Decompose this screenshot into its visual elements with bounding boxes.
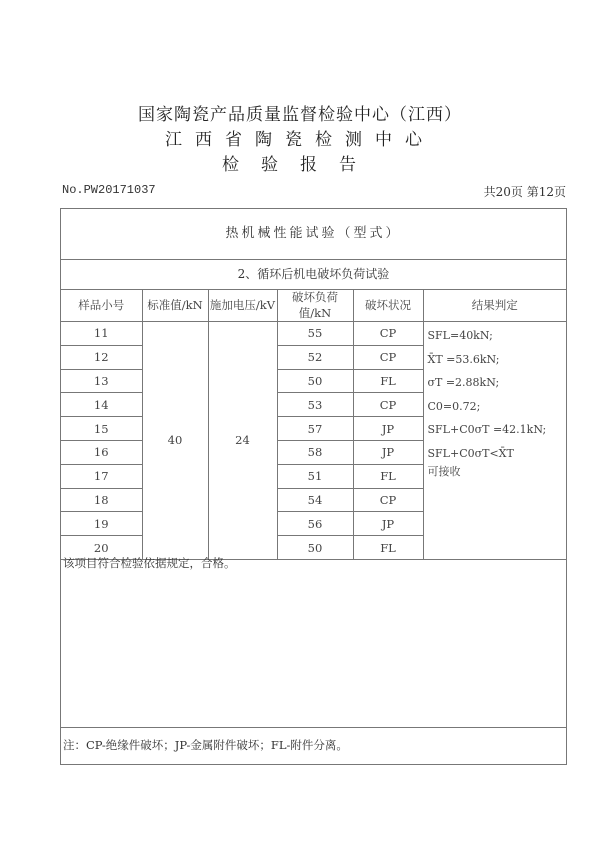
column-header: 样品小号 <box>61 289 142 322</box>
sample-id: 11 <box>61 322 142 346</box>
failure-load: 54 <box>277 488 353 512</box>
result-line: SFL=40kN; <box>427 329 493 342</box>
conclusion-text: 该项目符合检验依据规定，合格。 <box>63 556 236 570</box>
table-row <box>61 322 566 346</box>
failure-status: JP <box>353 417 423 441</box>
failure-load: 57 <box>277 417 353 441</box>
failure-status: CP <box>353 322 423 346</box>
standard-value: 40 <box>142 322 208 560</box>
failure-load: 51 <box>277 464 353 488</box>
sample-id: 16 <box>61 440 142 464</box>
divider <box>61 727 566 728</box>
failure-status: FL <box>353 464 423 488</box>
failure-load: 50 <box>277 536 353 560</box>
failure-load: 53 <box>277 393 353 417</box>
report-table-frame <box>60 208 567 765</box>
result-line: C0=0.72; <box>427 399 481 413</box>
result-line: 可接收 <box>427 465 461 478</box>
result-line: SFL+C0σT =42.1kN; <box>427 423 547 436</box>
results-table <box>61 289 566 560</box>
failure-load: 58 <box>277 440 353 464</box>
failure-load: 56 <box>277 512 353 536</box>
result-judgement <box>423 322 566 560</box>
sample-id: 17 <box>61 464 142 488</box>
sample-id: 19 <box>61 512 142 536</box>
failure-status: CP <box>353 393 423 417</box>
sample-id: 12 <box>61 345 142 369</box>
failure-status: JP <box>353 440 423 464</box>
failure-status: CP <box>353 345 423 369</box>
report-number: No.PW20171037 <box>62 183 156 197</box>
failure-status: FL <box>353 536 423 560</box>
result-line: σT =2.88kN; <box>427 376 500 389</box>
column-header: 施加电压/kV <box>208 289 277 322</box>
page-info: 共20页 第12页 <box>483 185 566 199</box>
failure-load: 55 <box>277 322 353 346</box>
column-header: 破坏状况 <box>353 289 423 322</box>
result-line: SFL+C0σT<X̄T <box>427 446 514 460</box>
sample-id: 15 <box>61 417 142 441</box>
failure-status: CP <box>353 488 423 512</box>
legend-note: 注：CP-绝缘件破坏；JP-金属附件破坏；FL-附件分离。 <box>63 738 348 752</box>
sample-id: 20 <box>61 536 142 560</box>
failure-status: FL <box>353 369 423 393</box>
header-line-1: 国家陶瓷产品质量监督检验中心（江西） <box>138 105 462 125</box>
column-header: 结果判定 <box>423 289 566 322</box>
column-header: 标准值/kN <box>142 289 208 322</box>
applied-voltage: 24 <box>208 322 277 560</box>
result-line: X̄T =53.6kN; <box>427 352 500 366</box>
column-header: 破坏负荷值/kN <box>277 289 353 322</box>
sample-id: 18 <box>61 488 142 512</box>
sample-id: 14 <box>61 393 142 417</box>
failure-load: 50 <box>277 369 353 393</box>
failure-load: 52 <box>277 345 353 369</box>
section-title: 热机械性能试验（型式） <box>225 226 402 241</box>
table-header-row <box>61 289 566 322</box>
header-line-2: 江西省陶瓷检测中心 <box>165 130 435 150</box>
subsection-title: 2、循环后机电破坏负荷试验 <box>237 267 390 281</box>
header-line-3: 检验报告 <box>222 155 378 175</box>
sample-id: 13 <box>61 369 142 393</box>
failure-status: JP <box>353 512 423 536</box>
